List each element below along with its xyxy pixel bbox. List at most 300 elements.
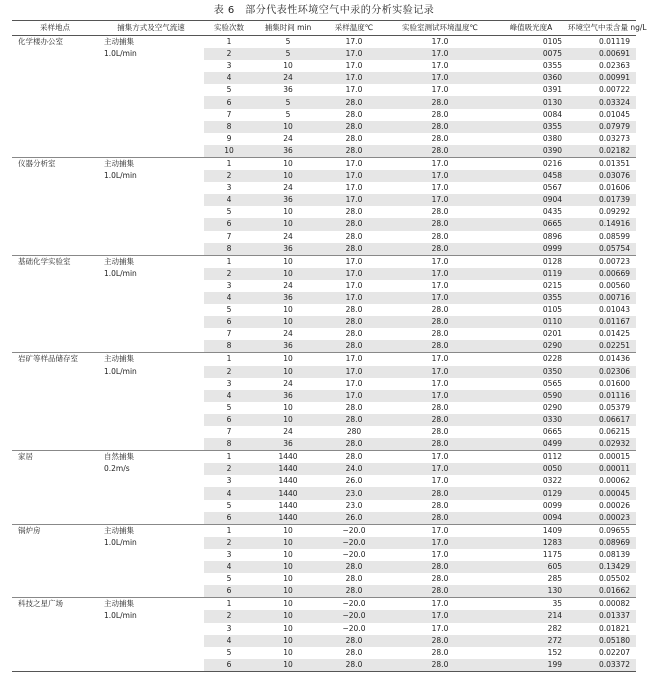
time-cell: 5	[254, 96, 322, 108]
absorbance-cell: 0130	[494, 96, 568, 108]
site-cell: 化学楼办公室	[18, 37, 63, 47]
time-cell: 10	[283, 623, 293, 633]
method-cell	[98, 109, 204, 121]
absorbance-cell: 1175	[542, 549, 562, 559]
trial-cell: 3	[226, 183, 232, 193]
trial-cell: 10	[204, 145, 254, 158]
site-cell	[12, 537, 98, 549]
sampling-temp-cell: 17.0	[322, 390, 386, 402]
site-cell	[12, 402, 98, 414]
lab-temp-cell: 17.0	[386, 451, 494, 464]
sampling-temp-cell: 28.0	[322, 451, 386, 464]
lab-temp-cell: 17.0	[386, 598, 494, 611]
lab-temp-cell: 28.0	[431, 500, 449, 510]
trial-cell: 1	[204, 451, 254, 464]
lab-temp-cell: 17.0	[431, 280, 449, 290]
lab-temp-cell: 17.0	[386, 353, 494, 366]
trial-cell: 3	[226, 549, 232, 559]
site-cell	[12, 194, 98, 206]
trial-cell: 1	[204, 353, 254, 366]
trial-cell: 4	[204, 390, 254, 402]
trial-cell: 4	[204, 72, 254, 84]
method-cell: 1.0L/min	[104, 171, 137, 181]
time-cell: 36	[254, 194, 322, 206]
table-row	[12, 36, 636, 49]
sampling-temp-cell: 17.0	[322, 268, 386, 280]
lab-temp-cell: 28.0	[386, 145, 494, 158]
absorbance-cell: 0904	[494, 194, 568, 206]
method-cell	[98, 487, 204, 499]
table-row	[12, 475, 636, 487]
site-cell	[12, 585, 98, 598]
lab-temp-cell: 17.0	[386, 72, 494, 84]
absorbance-cell: 0112	[494, 451, 568, 464]
method-cell: 主动捕集	[104, 37, 134, 47]
trial-cell: 6	[204, 585, 254, 598]
table-row	[12, 402, 636, 414]
trial-cell: 6	[204, 96, 254, 108]
sampling-temp-cell: 28.0	[345, 647, 363, 657]
table-row	[12, 390, 636, 402]
table-row	[12, 414, 636, 426]
absorbance-cell: 152	[547, 647, 562, 657]
mercury-cell: 0.01116	[568, 390, 636, 402]
sampling-temp-cell: 28.0	[345, 402, 363, 412]
mercury-cell: 0.07979	[568, 121, 636, 133]
mercury-cell: 0.00722	[598, 85, 630, 95]
mercury-cell: 0.08969	[568, 537, 636, 549]
method-cell	[98, 512, 204, 525]
sampling-temp-cell: 26.0	[322, 512, 386, 525]
absorbance-cell: 0110	[494, 316, 568, 328]
absorbance-cell: 0896	[542, 231, 562, 241]
sampling-temp-cell: 28.0	[322, 121, 386, 133]
time-cell: 1440	[254, 512, 322, 525]
method-cell	[98, 438, 204, 451]
lab-temp-cell: 17.0	[386, 157, 494, 170]
lab-temp-cell: 28.0	[386, 635, 494, 647]
sampling-temp-cell: −20.0	[322, 610, 386, 622]
site-cell	[12, 60, 98, 72]
trial-cell: 4	[204, 194, 254, 206]
lab-temp-cell: 28.0	[386, 487, 494, 499]
time-cell: 36	[283, 85, 293, 95]
table-row	[12, 182, 636, 194]
method-cell: 主动捕集	[98, 157, 204, 170]
time-cell: 10	[254, 659, 322, 672]
site-cell	[12, 328, 98, 340]
absorbance-cell: 0391	[542, 85, 562, 95]
header-row	[12, 21, 636, 36]
trial-cell: 7	[226, 427, 232, 437]
lab-temp-cell: 17.0	[386, 255, 494, 268]
mercury-cell: 0.01606	[598, 183, 630, 193]
absorbance-cell: 1283	[494, 537, 568, 549]
site-cell	[12, 231, 98, 243]
table-row	[12, 194, 636, 206]
method-cell: 1.0L/min	[104, 611, 137, 621]
lab-temp-cell: 28.0	[386, 96, 494, 108]
mercury-cell: 0.00045	[568, 487, 636, 499]
table-row	[12, 340, 636, 353]
site-cell	[12, 48, 98, 60]
method-cell: 1.0L/min	[104, 49, 137, 59]
lab-temp-cell: 17.0	[386, 268, 494, 280]
mercury-cell: 0.01821	[598, 623, 630, 633]
table-row	[12, 72, 636, 84]
trial-cell: 5	[226, 402, 232, 412]
trial-cell: 8	[204, 121, 254, 133]
lab-temp-cell: 17.0	[431, 378, 449, 388]
sampling-temp-cell: 17.0	[322, 72, 386, 84]
method-cell	[98, 84, 204, 96]
mercury-cell: 0.01119	[598, 37, 630, 47]
lab-temp-cell: 17.0	[386, 194, 494, 206]
trial-cell: 2	[204, 537, 254, 549]
trial-cell: 2	[204, 170, 254, 182]
time-cell: 1440	[254, 463, 322, 475]
method-cell: 主动捕集	[98, 598, 204, 611]
trial-cell: 7	[226, 329, 232, 339]
site-cell	[12, 623, 98, 635]
lab-temp-cell: 17.0	[386, 366, 494, 378]
table-row	[12, 647, 636, 659]
table-row	[12, 585, 636, 598]
lab-temp-cell: 28.0	[431, 647, 449, 657]
method-cell	[98, 475, 204, 487]
site-cell	[12, 268, 98, 280]
table-row	[12, 121, 636, 133]
absorbance-cell: 0665	[542, 427, 562, 437]
site-cell	[12, 610, 98, 622]
mercury-experiment-table	[12, 20, 647, 672]
lab-temp-cell: 28.0	[386, 218, 494, 230]
header-mercury: 环境空气中汞含量 ng/L	[568, 21, 636, 36]
method-cell	[98, 623, 204, 635]
mercury-cell: 0.01337	[568, 610, 636, 622]
table-row	[12, 133, 636, 145]
mercury-cell: 0.03273	[598, 133, 630, 143]
absorbance-cell: 0590	[494, 390, 568, 402]
site-cell	[12, 218, 98, 230]
table-row	[12, 292, 636, 304]
time-cell: 24	[283, 378, 293, 388]
sampling-temp-cell: 23.0	[345, 500, 363, 510]
lab-temp-cell: 28.0	[431, 231, 449, 241]
time-cell: 5	[254, 48, 322, 60]
trial-cell: 5	[226, 500, 232, 510]
time-cell: 24	[283, 427, 293, 437]
time-cell: 1440	[278, 476, 298, 486]
sampling-temp-cell: 28.0	[322, 414, 386, 426]
mercury-cell: 0.06617	[568, 414, 636, 426]
mercury-cell: 0.00062	[598, 476, 630, 486]
site-cell	[12, 659, 98, 672]
sampling-temp-cell: −20.0	[342, 623, 366, 633]
table-row	[12, 487, 636, 499]
time-cell: 10	[283, 402, 293, 412]
sampling-temp-cell: 17.0	[322, 170, 386, 182]
method-cell	[98, 573, 204, 585]
sampling-temp-cell: 28.0	[322, 145, 386, 158]
time-cell: 10	[254, 121, 322, 133]
time-cell: 10	[254, 316, 322, 328]
table-row	[12, 623, 636, 635]
mercury-cell: 0.01351	[568, 157, 636, 170]
lab-temp-cell: 28.0	[386, 340, 494, 353]
sampling-temp-cell: 23.0	[322, 487, 386, 499]
trial-cell: 3	[226, 476, 232, 486]
time-cell: 10	[254, 414, 322, 426]
table-row	[12, 598, 636, 611]
trial-cell: 5	[226, 647, 232, 657]
time-cell: 24	[283, 280, 293, 290]
table-row	[12, 378, 636, 390]
lab-temp-cell: 17.0	[386, 170, 494, 182]
trial-cell: 2	[204, 48, 254, 60]
trial-cell: 4	[204, 292, 254, 304]
sampling-temp-cell: 28.0	[322, 438, 386, 451]
time-cell: 10	[283, 207, 293, 217]
trial-cell: 2	[204, 610, 254, 622]
mercury-cell: 0.13429	[568, 561, 636, 573]
absorbance-cell: 0567	[542, 183, 562, 193]
lab-temp-cell: 28.0	[431, 133, 449, 143]
site-cell: 岩矿等样品储存室	[12, 353, 98, 366]
time-cell: 36	[254, 438, 322, 451]
absorbance-cell: 0099	[542, 500, 562, 510]
table-row	[12, 280, 636, 292]
mercury-cell: 0.08139	[598, 549, 630, 559]
table-row	[12, 268, 636, 280]
table-row	[12, 328, 636, 340]
trial-cell: 3	[226, 280, 232, 290]
absorbance-cell: 0119	[494, 268, 568, 280]
absorbance-cell: 0665	[494, 218, 568, 230]
method-cell	[98, 60, 204, 72]
site-cell	[12, 366, 98, 378]
time-cell: 36	[254, 390, 322, 402]
method-cell	[98, 549, 204, 561]
time-cell: 10	[283, 305, 293, 315]
absorbance-cell: 605	[494, 561, 568, 573]
mercury-cell: 0.01436	[568, 353, 636, 366]
method-cell	[98, 231, 204, 243]
table-row	[12, 512, 636, 525]
site-cell	[12, 647, 98, 659]
sampling-temp-cell: −20.0	[342, 549, 366, 559]
method-cell: 主动捕集	[98, 524, 204, 537]
time-cell: 10	[283, 647, 293, 657]
mercury-cell: 0.03324	[568, 96, 636, 108]
time-cell: 1440	[254, 451, 322, 464]
table-row	[12, 561, 636, 573]
sampling-temp-cell: 17.0	[345, 37, 363, 47]
absorbance-cell: 0105	[542, 37, 562, 47]
absorbance-cell: 0050	[494, 463, 568, 475]
mercury-cell: 0.02932	[568, 438, 636, 451]
time-cell: 10	[254, 366, 322, 378]
absorbance-cell: 0322	[542, 476, 562, 486]
mercury-cell: 0.02182	[568, 145, 636, 158]
method-cell	[98, 182, 204, 194]
lab-temp-cell: 28.0	[386, 512, 494, 525]
lab-temp-cell: 17.0	[386, 48, 494, 60]
time-cell: 10	[254, 218, 322, 230]
site-cell	[12, 121, 98, 133]
table-row	[12, 537, 636, 549]
table-body	[12, 36, 636, 672]
site-cell	[12, 414, 98, 426]
trial-cell: 7	[226, 231, 232, 241]
trial-cell: 8	[204, 243, 254, 256]
lab-temp-cell: 17.0	[386, 524, 494, 537]
mercury-cell: 0.00015	[568, 451, 636, 464]
method-cell	[98, 500, 204, 512]
sampling-temp-cell: 28.0	[322, 316, 386, 328]
table-row	[12, 48, 636, 60]
trial-cell: 2	[204, 463, 254, 475]
sampling-temp-cell: 28.0	[322, 659, 386, 672]
absorbance-cell: 272	[494, 635, 568, 647]
table-row	[12, 353, 636, 366]
sampling-temp-cell: 26.0	[345, 476, 363, 486]
header-trial: 实验次数	[204, 21, 254, 36]
site-cell: 基础化学实验室	[12, 255, 98, 268]
site-cell	[12, 378, 98, 390]
time-cell: 10	[254, 585, 322, 598]
time-cell: 10	[254, 268, 322, 280]
header-sampling-temp: 采样温度℃	[322, 21, 386, 36]
absorbance-cell: 0330	[494, 414, 568, 426]
method-cell	[98, 72, 204, 84]
method-cell	[98, 340, 204, 353]
site-cell	[12, 304, 98, 316]
trial-cell: 1	[204, 255, 254, 268]
method-cell	[98, 426, 204, 438]
site-cell	[12, 145, 98, 158]
absorbance-cell: 0435	[542, 207, 562, 217]
trial-cell: 5	[226, 574, 232, 584]
method-cell	[98, 243, 204, 256]
sampling-temp-cell: 17.0	[322, 48, 386, 60]
lab-temp-cell: 28.0	[386, 121, 494, 133]
trial-cell: 6	[204, 316, 254, 328]
absorbance-cell: 0215	[542, 280, 562, 290]
method-cell	[98, 96, 204, 108]
lab-temp-cell: 28.0	[431, 207, 449, 217]
absorbance-cell: 0228	[494, 353, 568, 366]
site-cell	[12, 72, 98, 84]
method-cell	[98, 647, 204, 659]
method-cell	[98, 378, 204, 390]
sampling-temp-cell: 17.0	[345, 183, 363, 193]
table-title: 表 6 部分代表性环境空气中汞的分析实验记录	[213, 5, 435, 16]
sampling-temp-cell: 28.0	[322, 340, 386, 353]
mercury-cell: 0.00011	[568, 463, 636, 475]
sampling-temp-cell: 17.0	[322, 366, 386, 378]
lab-temp-cell: 28.0	[431, 574, 449, 584]
site-cell	[12, 133, 98, 145]
mercury-cell: 0.01167	[568, 316, 636, 328]
table-row	[12, 109, 636, 121]
sampling-temp-cell: 17.0	[345, 280, 363, 290]
trial-cell: 6	[204, 414, 254, 426]
table-row	[12, 438, 636, 451]
mercury-cell: 0.01739	[568, 194, 636, 206]
header-method: 捕集方式及空气流速	[98, 21, 204, 36]
sampling-temp-cell: 28.0	[345, 133, 363, 143]
mercury-cell: 0.01043	[598, 305, 630, 315]
site-cell	[12, 635, 98, 647]
mercury-cell: 0.09292	[598, 207, 630, 217]
lab-temp-cell: 28.0	[386, 316, 494, 328]
time-cell: 24	[254, 72, 322, 84]
site-cell	[12, 438, 98, 451]
trial-cell: 4	[204, 561, 254, 573]
absorbance-cell: 0094	[494, 512, 568, 525]
trial-cell: 9	[226, 133, 232, 143]
site-cell	[12, 475, 98, 487]
site-cell	[12, 426, 98, 438]
sampling-temp-cell: 28.0	[322, 585, 386, 598]
mercury-cell: 0.01045	[598, 109, 630, 119]
sampling-temp-cell: 28.0	[322, 561, 386, 573]
method-cell	[98, 304, 204, 316]
mercury-cell: 0.00691	[568, 48, 636, 60]
site-cell	[12, 487, 98, 499]
time-cell: 10	[254, 353, 322, 366]
trial-cell: 4	[204, 487, 254, 499]
time-cell: 5	[285, 37, 291, 47]
sampling-temp-cell: 28.0	[345, 231, 363, 241]
absorbance-cell: 285	[547, 574, 562, 584]
trial-cell: 6	[204, 512, 254, 525]
header-absorbance: 峰值吸光度A	[494, 21, 568, 36]
table-row	[12, 255, 636, 268]
method-cell	[98, 218, 204, 230]
method-cell: 1.0L/min	[104, 537, 137, 547]
site-cell	[12, 316, 98, 328]
table-row	[12, 366, 636, 378]
trial-cell: 3	[226, 378, 232, 388]
site-cell	[12, 243, 98, 256]
mercury-cell: 0.09655	[568, 524, 636, 537]
mercury-cell: 0.00669	[568, 268, 636, 280]
mercury-cell: 0.00023	[568, 512, 636, 525]
sampling-temp-cell: 28.0	[345, 329, 363, 339]
method-cell	[98, 328, 204, 340]
time-cell: 10	[283, 549, 293, 559]
absorbance-cell: 0084	[542, 109, 562, 119]
sampling-temp-cell: 17.0	[322, 353, 386, 366]
mercury-cell: 0.01662	[568, 585, 636, 598]
method-cell: 主动捕集	[98, 353, 204, 366]
trial-cell: 6	[204, 218, 254, 230]
trial-cell: 5	[226, 305, 232, 315]
sampling-temp-cell: 17.0	[345, 85, 363, 95]
site-cell	[12, 109, 98, 121]
mercury-cell: 0.14916	[568, 218, 636, 230]
table-row	[12, 659, 636, 672]
mercury-cell: 0.02363	[598, 61, 630, 71]
time-cell: 10	[254, 537, 322, 549]
lab-temp-cell: 17.0	[431, 85, 449, 95]
lab-temp-cell: 28.0	[386, 438, 494, 451]
time-cell: 1440	[278, 500, 298, 510]
absorbance-cell: 0128	[494, 255, 568, 268]
method-cell	[98, 121, 204, 133]
